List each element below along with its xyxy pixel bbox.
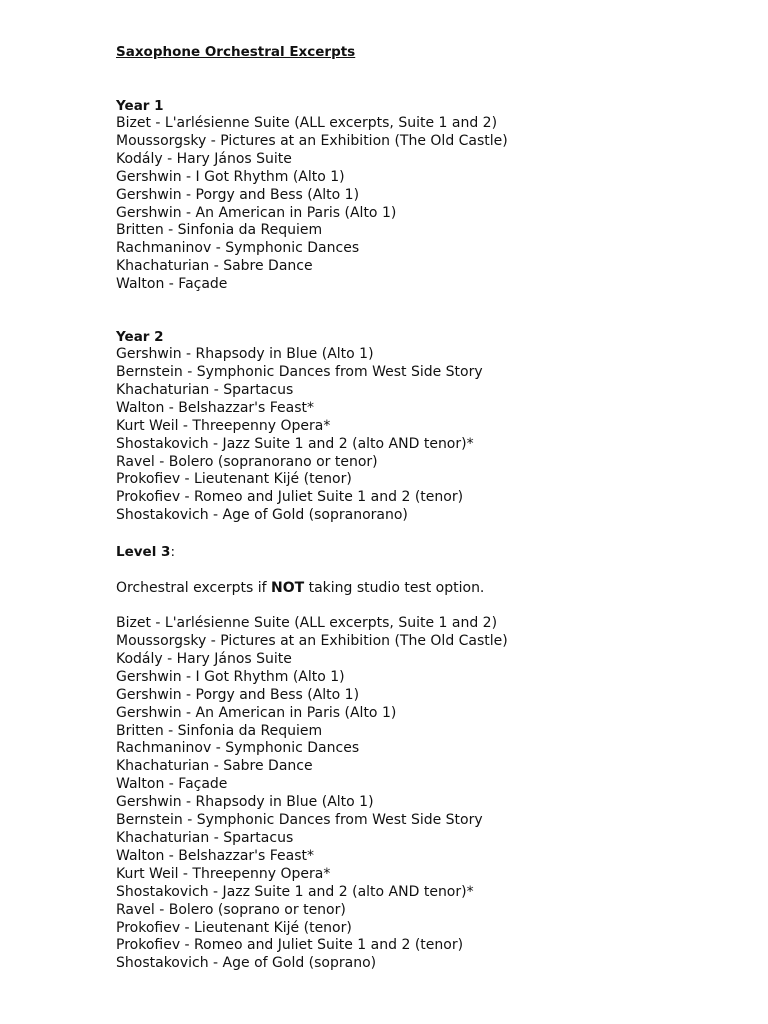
excerpt-item: Rachmaninov - Symphonic Dances — [116, 740, 360, 757]
excerpt-item: Gershwin - Rhapsody in Blue (Alto 1) — [116, 346, 374, 363]
level-3-intro-emphasis: NOT — [270, 580, 305, 597]
excerpt-list-year-1 — [116, 115, 736, 294]
excerpt-item: Britten - Sinfonia da Requiem — [116, 722, 323, 739]
excerpt-item: Khachaturian - Sabre Dance — [116, 258, 313, 275]
excerpt-list-year-2 — [116, 346, 736, 525]
excerpt-item: Khachaturian - Spartacus — [116, 381, 294, 398]
excerpt-item: Shostakovich - Jazz Suite 1 and 2 (alto AND tenor)* — [116, 435, 474, 452]
excerpt-item: Shostakovich - Jazz Suite 1 and 2 (alto AND tenor)* — [116, 883, 474, 900]
excerpt-item: Prokofiev - Lieutenant Kijé (tenor) — [116, 471, 352, 488]
excerpt-item: Gershwin - I Got Rhythm (Alto 1) — [116, 168, 345, 185]
section-year-1 — [116, 97, 736, 294]
excerpt-item: Prokofiev - Lieutenant Kijé (tenor) — [116, 919, 352, 936]
excerpt-item: Bernstein - Symphonic Dances from West Side Story — [116, 363, 483, 380]
excerpt-item: Moussorgsky - Pictures at an Exhibition (The Old Castle) — [116, 132, 508, 149]
excerpt-item: Bizet - L'arlésienne Suite (ALL excerpts, Suite 1 and 2) — [116, 615, 498, 632]
excerpt-item: Shostakovich - Age of Gold (sopranorano) — [116, 507, 408, 524]
document-title: Saxophone Orchestral Excerpts — [116, 44, 356, 60]
section-heading-level-3-text: Level 3 — [116, 544, 171, 561]
excerpt-item: Khachaturian - Sabre Dance — [116, 758, 313, 775]
excerpt-item: Moussorgsky - Pictures at an Exhibition (The Old Castle) — [116, 633, 508, 650]
excerpt-item: Bizet - L'arlésienne Suite (ALL excerpts, Suite 1 and 2) — [116, 115, 498, 131]
excerpt-item: Britten - Sinfonia da Requiem — [116, 222, 323, 239]
excerpt-item: Walton - Façade — [116, 276, 228, 293]
excerpt-list-level-3 — [116, 615, 736, 973]
level-3-intro-after: taking studio test option. — [304, 580, 485, 597]
section-heading-level-3 — [116, 543, 736, 561]
excerpt-item: Gershwin - Porgy and Bess (Alto 1) — [116, 186, 360, 203]
excerpt-item: Walton - Belshazzar's Feast* — [116, 847, 315, 864]
excerpt-item: Gershwin - Rhapsody in Blue (Alto 1) — [116, 794, 374, 811]
excerpt-item: Gershwin - I Got Rhythm (Alto 1) — [116, 668, 345, 685]
excerpt-item: Kurt Weil - Threepenny Opera* — [116, 417, 331, 434]
section-year-2 — [116, 328, 736, 525]
excerpt-item: Khachaturian - Spartacus — [116, 830, 294, 846]
excerpt-item: Kodály - Hary János Suite — [116, 650, 292, 667]
excerpt-item: Walton - Façade — [116, 776, 228, 793]
level-3-intro — [116, 579, 736, 597]
excerpt-item: Prokofiev - Romeo and Juliet Suite 1 and 2 (tenor) — [116, 937, 464, 954]
section-heading-year-1: Year 1 — [116, 98, 164, 114]
excerpt-item: Ravel - Bolero (sopranorano or tenor) — [116, 453, 378, 470]
excerpt-item: Gershwin - Porgy and Bess (Alto 1) — [116, 686, 360, 703]
excerpt-item: Gershwin - An American in Paris (Alto 1) — [116, 704, 397, 721]
excerpt-item: Kurt Weil - Threepenny Opera* — [116, 865, 331, 882]
section-heading-level-3-suffix: : — [170, 544, 175, 561]
excerpt-item: Shostakovich - Age of Gold (soprano) — [116, 955, 377, 972]
excerpt-item: Bernstein - Symphonic Dances from West Side Story — [116, 812, 483, 829]
excerpt-item: Prokofiev - Romeo and Juliet Suite 1 and 2 (tenor) — [116, 489, 464, 506]
section-heading-year-2: Year 2 — [116, 329, 164, 346]
level-3-intro-before: Orchestral excerpts if — [116, 580, 271, 597]
document-page — [116, 42, 736, 973]
section-level-3 — [116, 543, 736, 973]
excerpt-item: Kodály - Hary János Suite — [116, 150, 292, 167]
excerpt-item: Gershwin - An American in Paris (Alto 1) — [116, 204, 397, 221]
excerpt-item: Rachmaninov - Symphonic Dances — [116, 240, 360, 257]
excerpt-item: Walton - Belshazzar's Feast* — [116, 399, 315, 416]
excerpt-item: Ravel - Bolero (soprano or tenor) — [116, 901, 346, 918]
